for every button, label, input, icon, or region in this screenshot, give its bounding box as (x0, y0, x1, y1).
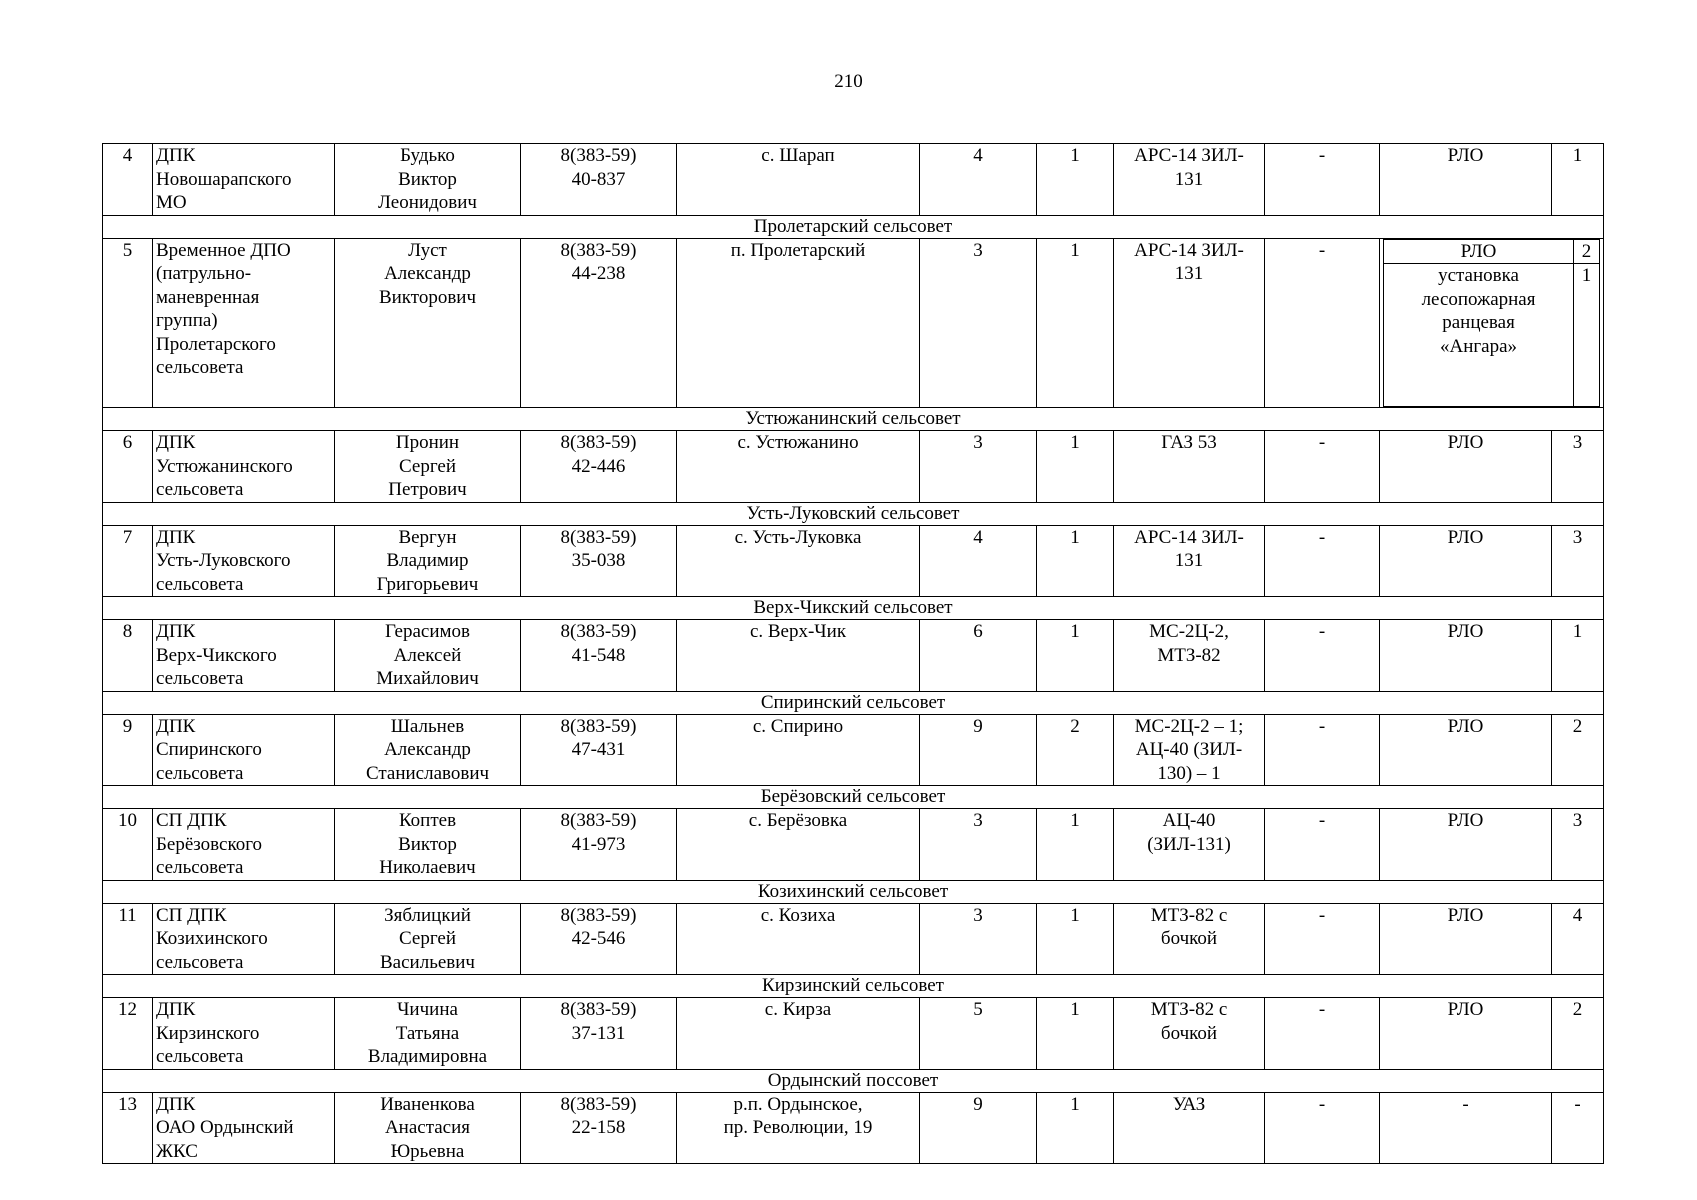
cell-line: ЖКС (156, 1140, 198, 1162)
head-person-cell (335, 809, 521, 881)
equipment-count-cell (1552, 525, 1604, 597)
head-person-cell (335, 238, 521, 408)
cell-line: 131 (1174, 263, 1204, 284)
vehicle-cell (1114, 238, 1265, 408)
location-cell (677, 903, 920, 975)
cell-line: УАЗ (1172, 1093, 1206, 1115)
equipment-count-cell: 1 (1574, 264, 1600, 407)
brigade-name-cell (153, 809, 335, 881)
cell-line: АРС-14 ЗИЛ- (1134, 239, 1244, 261)
cell-line: 1 (1572, 621, 1583, 642)
cell-line: АЦ-40 (1162, 810, 1216, 831)
equipment-cell (1380, 903, 1552, 975)
table-row (103, 998, 1604, 1070)
cell-line: (патрульно- (156, 263, 252, 284)
phone-cell (521, 431, 677, 503)
equipment-count-cell (1552, 809, 1604, 881)
equipment-cell (1380, 1092, 1552, 1164)
staff-count-cell: 9 (920, 1092, 1037, 1164)
cell-line: Усть-Луковского (156, 550, 291, 571)
equipment-count-cell: 2 (1574, 239, 1600, 264)
head-person-cell (335, 714, 521, 786)
cell-line: 8(383-59) (560, 810, 637, 831)
cell-line: сельсовета (156, 951, 244, 973)
staff-count-cell: 3 (920, 809, 1037, 881)
row-number-cell: 13 (103, 1092, 153, 1164)
cell-line: 41-548 (571, 644, 626, 666)
cell-line: 130) – 1 (1157, 762, 1221, 784)
equipment-split-cell (1380, 238, 1604, 408)
section-title: Устюжанинский сельсовет (103, 408, 1604, 431)
head-person-cell (335, 620, 521, 692)
table-row (103, 714, 1604, 786)
phone-cell (521, 620, 677, 692)
dash-cell: - (1265, 431, 1380, 503)
cell-line: Берёзовского (156, 833, 263, 855)
cell-line: 8(383-59) (560, 904, 637, 926)
cell-line: Новошарапского (156, 168, 292, 190)
cell-line: МТЗ-82 (1157, 644, 1221, 666)
cell-line: 8(383-59) (560, 715, 637, 737)
staff-count-cell: 6 (920, 620, 1037, 692)
cell-line: Александр (384, 263, 471, 284)
cell-line: Юрьевна (390, 1140, 465, 1162)
section-title: Верх-Чикский сельсовет (103, 597, 1604, 620)
section-header-row (103, 502, 1604, 525)
cell-line: ДПК (156, 145, 196, 166)
vehicle-cell (1114, 1092, 1265, 1164)
unit-count-cell: 1 (1037, 998, 1114, 1070)
cell-line: 131 (1174, 168, 1204, 190)
cell-line: МС-2Ц-2 – 1; (1134, 715, 1244, 737)
unit-count-cell: 1 (1037, 431, 1114, 503)
cell-line: РЛО (1447, 621, 1484, 642)
cell-line: ДПК (156, 1093, 196, 1115)
cell-line: Коптев (398, 810, 457, 831)
cell-line: Леонидович (378, 192, 477, 213)
cell-line: - (1462, 1093, 1469, 1115)
table-row (103, 1092, 1604, 1164)
row-number-cell: 5 (103, 238, 153, 408)
unit-count-cell: 2 (1037, 714, 1114, 786)
cell-line: 37-131 (571, 1022, 626, 1044)
cell-line: МС-2Ц-2, (1149, 621, 1229, 642)
section-header-row (103, 786, 1604, 809)
cell-line: Пронин (395, 432, 460, 453)
staff-count-cell: 3 (920, 903, 1037, 975)
cell-line: бочкой (1160, 1022, 1218, 1044)
equipment-subrow (1384, 264, 1600, 407)
staff-count-cell: 3 (920, 238, 1037, 408)
vehicle-cell (1114, 714, 1265, 786)
page-number: 210 (834, 71, 863, 92)
equipment-count-cell (1552, 903, 1604, 975)
cell-line: 3 (1572, 810, 1583, 831)
staff-count-cell: 5 (920, 998, 1037, 1070)
unit-count-cell: 1 (1037, 144, 1114, 216)
location-cell (677, 1092, 920, 1164)
location-cell (677, 620, 920, 692)
vehicle-cell (1114, 998, 1265, 1070)
location-cell (677, 998, 920, 1070)
head-person-cell (335, 1092, 521, 1164)
equipment-label-cell (1384, 239, 1574, 264)
staff-count-cell: 3 (920, 431, 1037, 503)
equipment-cell (1380, 144, 1552, 216)
cell-line: сельсовета (156, 857, 244, 878)
section-header-row (103, 691, 1604, 714)
cell-line: 40-837 (571, 168, 626, 190)
phone-cell (521, 144, 677, 216)
cell-line: 8(383-59) (560, 1093, 637, 1115)
row-number-cell: 8 (103, 620, 153, 692)
section-header-row (103, 880, 1604, 903)
cell-line: 3 (1572, 432, 1583, 453)
dash-cell: - (1265, 1092, 1380, 1164)
cell-line: установка (1438, 265, 1519, 286)
cell-line: РЛО (1447, 810, 1484, 831)
cell-line: Спиринского (156, 739, 262, 760)
cell-line: Татьяна (395, 1022, 460, 1044)
cell-line: АРС-14 ЗИЛ- (1134, 526, 1244, 548)
section-header-row (103, 408, 1604, 431)
dash-cell: - (1265, 525, 1380, 597)
cell-line: с. Верх-Чик (749, 621, 847, 642)
cell-line: сельсовета (156, 668, 244, 689)
section-header-row (103, 215, 1604, 238)
cell-line: ОАО Ордынский (156, 1117, 294, 1138)
cell-line: 42-446 (571, 455, 626, 477)
cell-line: Шальнев (390, 715, 465, 737)
vehicle-cell (1114, 620, 1265, 692)
row-number-cell: 9 (103, 714, 153, 786)
equipment-count-cell (1552, 620, 1604, 692)
unit-count-cell: 1 (1037, 1092, 1114, 1164)
cell-line: ДПК (156, 526, 196, 548)
equipment-cell (1380, 431, 1552, 503)
cell-line: с. Устюжанино (737, 432, 859, 453)
location-cell (677, 144, 920, 216)
cell-line: пр. Революции, 19 (723, 1117, 873, 1138)
unit-count-cell: 1 (1037, 238, 1114, 408)
cell-line: сельсовета (156, 762, 244, 784)
row-number-cell: 7 (103, 525, 153, 597)
unit-count-cell: 1 (1037, 809, 1114, 881)
cell-line: Устюжанинского (156, 455, 293, 477)
cell-line: ГАЗ 53 (1161, 432, 1217, 453)
cell-line: Виктор (398, 168, 457, 190)
brigade-name-cell (153, 620, 335, 692)
cell-line: РЛО (1447, 526, 1484, 548)
cell-line: РЛО (1447, 715, 1484, 737)
dash-cell: - (1265, 144, 1380, 216)
cell-line: 1 (1572, 145, 1583, 166)
cell-line: 2 (1572, 999, 1583, 1020)
cell-line: с. Берёзовка (748, 810, 848, 831)
cell-line: Виктор (398, 833, 457, 855)
brigade-name-cell (153, 903, 335, 975)
cell-line: Пролетарского (156, 333, 276, 355)
equipment-cell (1380, 620, 1552, 692)
equipment-count-cell (1552, 714, 1604, 786)
table-row (103, 620, 1604, 692)
cell-line: РЛО (1447, 432, 1484, 453)
cell-line: 8(383-59) (560, 621, 637, 642)
cell-line: Герасимов (385, 621, 470, 642)
cell-line: группа) (156, 310, 218, 331)
staff-count-cell: 4 (920, 144, 1037, 216)
cell-line: АЦ-40 (ЗИЛ- (1135, 739, 1243, 760)
location-cell (677, 525, 920, 597)
cell-line: с. Козиха (760, 904, 836, 926)
cell-line: МО (156, 192, 187, 213)
cell-line: маневренная (156, 286, 260, 308)
cell-line: сельсовета (156, 357, 244, 378)
cell-line: Александр (384, 739, 471, 760)
cell-line: 8(383-59) (560, 526, 637, 548)
section-header-row (103, 975, 1604, 998)
cell-line: Владимировна (367, 1046, 488, 1067)
row-number-cell: 6 (103, 431, 153, 503)
cell-line: РЛО (1447, 904, 1484, 926)
table-row (103, 525, 1604, 597)
cell-line: Анастасия (384, 1117, 471, 1138)
cell-line: ДПК (156, 621, 196, 642)
cell-line: Луст (408, 239, 447, 261)
equipment-cell (1380, 809, 1552, 881)
unit-count-cell: 1 (1037, 620, 1114, 692)
brigade-name-cell (153, 431, 335, 503)
table-row (103, 903, 1604, 975)
unit-count-cell: 1 (1037, 525, 1114, 597)
cell-line: 41-973 (571, 833, 626, 855)
cell-line: 8(383-59) (560, 999, 637, 1020)
location-cell (677, 238, 920, 408)
cell-line: бочкой (1160, 928, 1218, 949)
vehicle-cell (1114, 525, 1265, 597)
cell-line: 131 (1174, 550, 1204, 571)
cell-line: с. Усть-Луковка (734, 526, 862, 548)
cell-line: п. Пролетарский (730, 239, 866, 261)
cell-line: - (1574, 1093, 1581, 1115)
cell-line: Сергей (399, 928, 456, 949)
table-body (103, 144, 1604, 1164)
row-number-cell: 12 (103, 998, 153, 1070)
cell-line: Иваненкова (380, 1093, 475, 1115)
equipment-cell (1380, 998, 1552, 1070)
cell-line: 4 (1572, 904, 1583, 926)
section-title: Спиринский сельсовет (103, 691, 1604, 714)
cell-line: сельсовета (156, 573, 244, 595)
cell-line: АРС-14 ЗИЛ- (1134, 145, 1244, 166)
staff-count-cell: 9 (920, 714, 1037, 786)
location-cell (677, 714, 920, 786)
brigade-name-cell (153, 998, 335, 1070)
cell-line: СП ДПК (156, 904, 227, 926)
cell-line: Николаевич (379, 857, 476, 878)
cell-line: лесопожарная (1421, 288, 1536, 310)
head-person-cell (335, 903, 521, 975)
table-row (103, 809, 1604, 881)
cell-line: 8(383-59) (560, 239, 637, 261)
vehicle-cell (1114, 903, 1265, 975)
phone-cell (521, 809, 677, 881)
cell-line: РЛО (1447, 145, 1484, 166)
fire-brigade-table (102, 143, 1604, 1164)
cell-line: сельсовета (156, 479, 244, 500)
equipment-cell (1380, 714, 1552, 786)
cell-line: Викторович (378, 286, 477, 308)
equipment-subrow (1384, 239, 1600, 264)
cell-line: Зяблицкий (384, 904, 471, 926)
vehicle-cell (1114, 144, 1265, 216)
phone-cell (521, 903, 677, 975)
section-title: Пролетарский сельсовет (103, 215, 1604, 238)
cell-line: Михайлович (376, 668, 479, 689)
dash-cell: - (1265, 620, 1380, 692)
cell-line: РЛО (1447, 999, 1484, 1020)
table-row (103, 238, 1604, 408)
cell-line: Владимир (386, 550, 469, 571)
brigade-name-cell (153, 144, 335, 216)
cell-line: Петрович (388, 479, 467, 500)
equipment-cell (1380, 525, 1552, 597)
cell-line: 47-431 (571, 739, 626, 760)
location-cell (677, 809, 920, 881)
phone-cell (521, 1092, 677, 1164)
cell-line: Чичина (397, 999, 458, 1020)
section-title: Усть-Луковский сельсовет (103, 502, 1604, 525)
equipment-label-cell (1384, 264, 1574, 407)
cell-line: 44-238 (571, 263, 626, 284)
cell-line: СП ДПК (156, 810, 227, 831)
table-row (103, 144, 1604, 216)
equipment-count-cell (1552, 144, 1604, 216)
location-cell (677, 431, 920, 503)
table-row (103, 431, 1604, 503)
cell-line: р.п. Ордынское, (733, 1093, 863, 1115)
head-person-cell (335, 144, 521, 216)
phone-cell (521, 525, 677, 597)
brigade-name-cell (153, 714, 335, 786)
phone-cell (521, 238, 677, 408)
cell-line: Сергей (399, 455, 456, 477)
cell-line: ДПК (156, 715, 196, 737)
cell-line: с. Кирза (764, 999, 832, 1020)
cell-line: Алексей (393, 644, 462, 666)
cell-line: Васильевич (380, 951, 475, 973)
cell-line: Верх-Чикского (156, 644, 277, 666)
section-header-row (103, 597, 1604, 620)
unit-count-cell: 1 (1037, 903, 1114, 975)
cell-line: МТЗ-82 с (1150, 904, 1228, 926)
cell-line: 35-038 (571, 550, 626, 571)
dash-cell: - (1265, 238, 1380, 408)
cell-line: 42-546 (571, 928, 626, 949)
row-number-cell: 4 (103, 144, 153, 216)
phone-cell (521, 998, 677, 1070)
dash-cell: - (1265, 809, 1380, 881)
equipment-count-cell (1552, 998, 1604, 1070)
equipment-subtable (1383, 239, 1600, 408)
row-number-cell: 11 (103, 903, 153, 975)
dash-cell: - (1265, 903, 1380, 975)
dash-cell: - (1265, 714, 1380, 786)
cell-line: МТЗ-82 с (1150, 999, 1228, 1020)
brigade-name-cell (153, 1092, 335, 1164)
cell-line: «Ангара» (1440, 335, 1518, 357)
cell-line: ДПК (156, 432, 196, 453)
cell-line: 2 (1572, 715, 1583, 737)
cell-line: 8(383-59) (560, 145, 637, 166)
cell-line: Григорьевич (376, 573, 479, 595)
cell-line: Козихинского (156, 928, 268, 949)
head-person-cell (335, 431, 521, 503)
cell-line: сельсовета (156, 1046, 244, 1067)
equipment-count-cell (1552, 431, 1604, 503)
dash-cell: - (1265, 998, 1380, 1070)
cell-line: ДПК (156, 999, 196, 1020)
head-person-cell (335, 998, 521, 1070)
phone-cell (521, 714, 677, 786)
cell-line: 3 (1572, 526, 1583, 548)
cell-line: (ЗИЛ-131) (1147, 833, 1231, 855)
vehicle-cell (1114, 809, 1265, 881)
cell-line: Кирзинского (156, 1022, 260, 1044)
cell-line: РЛО (1460, 240, 1497, 262)
section-title: Козихинский сельсовет (103, 880, 1604, 903)
cell-line: ранцевая (1442, 312, 1515, 333)
cell-line: Станиславович (365, 762, 490, 784)
head-person-cell (335, 525, 521, 597)
section-title: Кирзинский сельсовет (103, 975, 1604, 998)
row-number-cell: 10 (103, 809, 153, 881)
cell-line: Будько (400, 145, 455, 166)
cell-line: Временное ДПО (156, 239, 291, 261)
cell-line: с. Шарап (761, 145, 835, 166)
section-header-row (103, 1069, 1604, 1092)
cell-line: 22-158 (571, 1117, 626, 1138)
cell-line: с. Спирино (752, 715, 844, 737)
vehicle-cell (1114, 431, 1265, 503)
brigade-name-cell (153, 238, 335, 408)
section-title: Ордынский поссовет (103, 1069, 1604, 1092)
cell-line: 8(383-59) (560, 432, 637, 453)
brigade-name-cell (153, 525, 335, 597)
equipment-count-cell (1552, 1092, 1604, 1164)
section-title: Берёзовский сельсовет (103, 786, 1604, 809)
cell-line: Вергун (398, 526, 457, 548)
staff-count-cell: 4 (920, 525, 1037, 597)
